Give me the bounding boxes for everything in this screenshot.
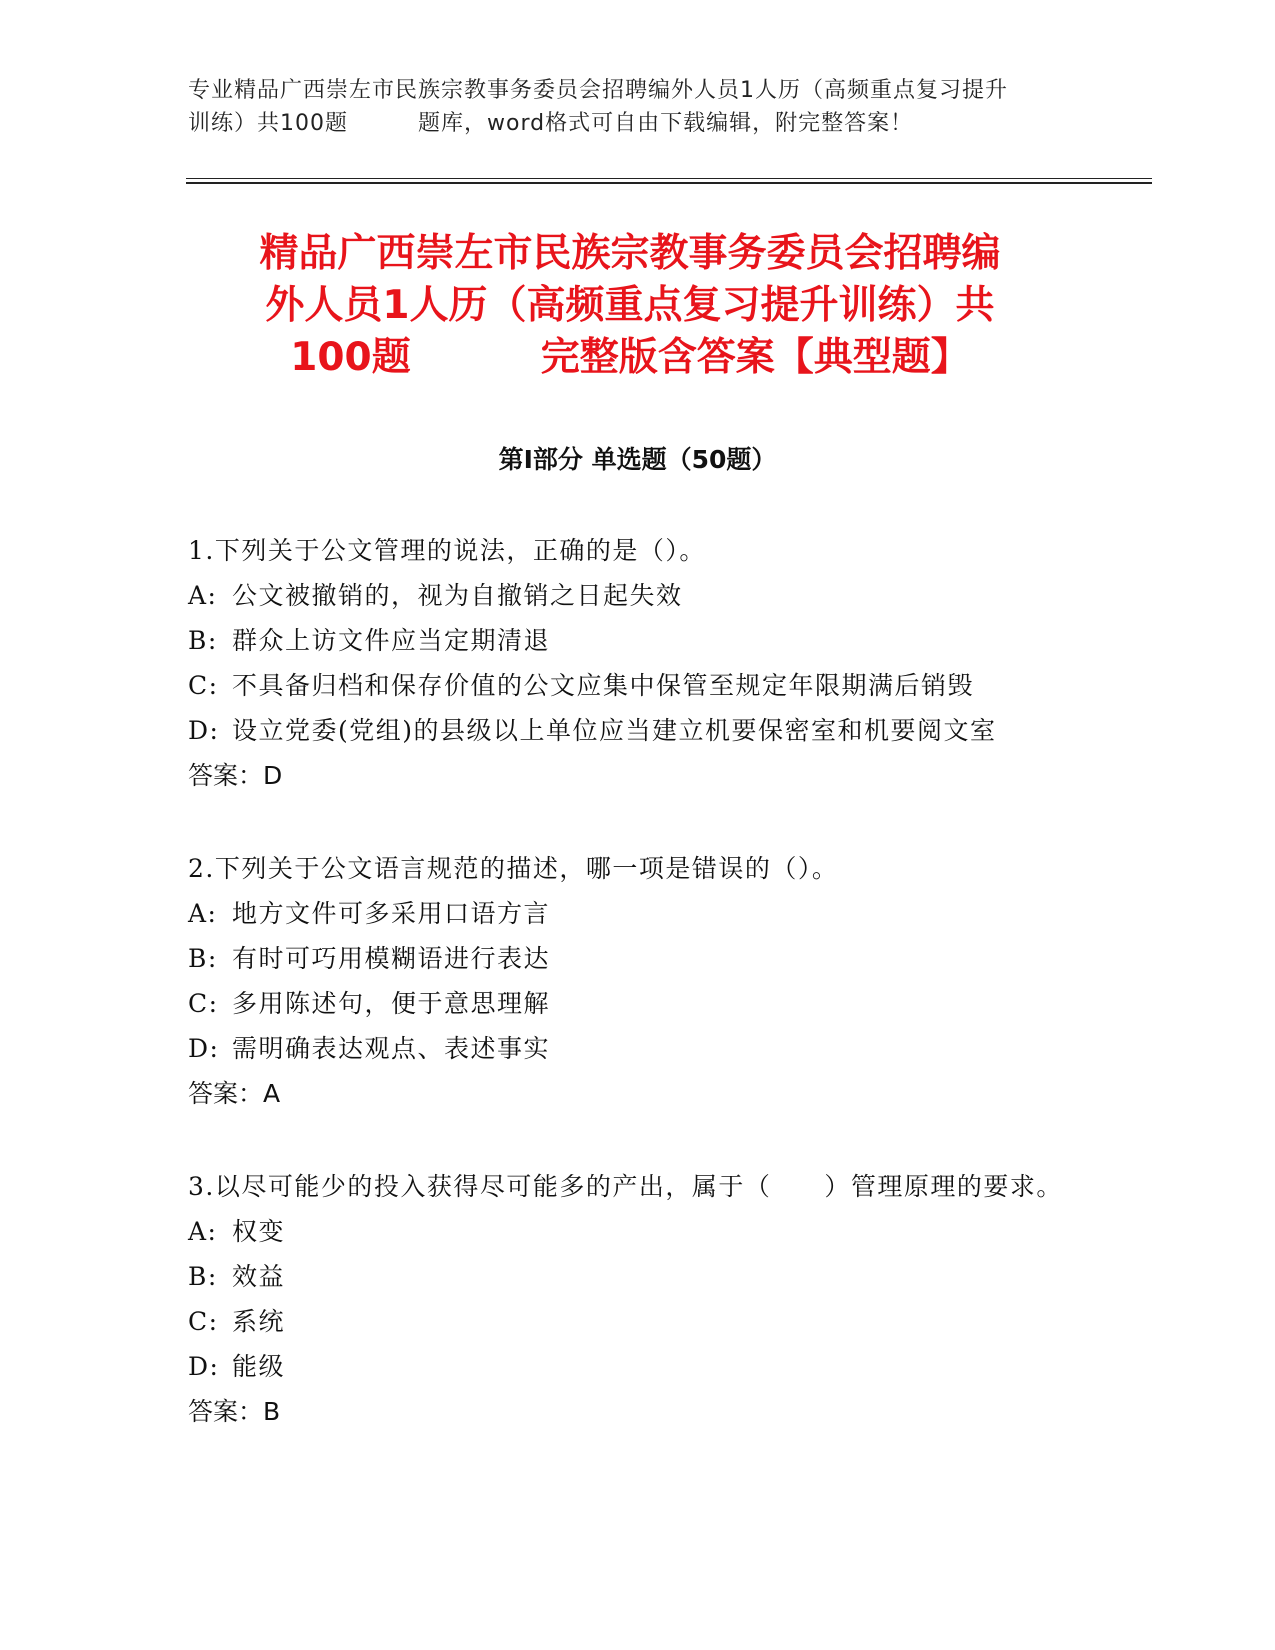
header-line-2-left: 训练）共100题: [188, 111, 348, 136]
option-text: 有时可巧用模糊语进行表达: [232, 944, 551, 973]
option-text: 效益: [232, 1262, 286, 1291]
option-a: [188, 891, 1088, 936]
header-divider-thick: [186, 182, 1152, 184]
option-text: 群众上访文件应当定期清退: [232, 626, 551, 655]
question-stem: 1.下列关于公文管理的说法，正确的是（）。: [188, 536, 706, 565]
section-heading: 第Ⅰ部分 单选题（50题）: [498, 445, 777, 474]
option-key: A:: [188, 899, 218, 928]
answer-line: 答案：B: [188, 1397, 281, 1426]
option-key: C:: [188, 989, 219, 1018]
question-list: [188, 528, 1088, 1482]
option-a: [188, 573, 1088, 618]
option-c: [188, 1299, 1088, 1344]
option-text: 地方文件可多采用口语方言: [232, 899, 551, 928]
title-line-2: 外人员1人历（高频重点复习提升训练）共: [265, 283, 995, 328]
question-stem: 3.以尽可能少的投入获得尽可能多的产出，属于（ ）管理原理的要求。: [188, 1172, 1063, 1201]
option-key: D:: [188, 716, 220, 745]
title-line-3-left: 100题: [290, 335, 411, 380]
question-2: [188, 846, 1088, 1116]
option-text: 系统: [232, 1307, 286, 1336]
option-text: 不具备归档和保存价值的公文应集中保管至规定年限期满后销毁: [232, 671, 975, 700]
option-key: A:: [188, 1217, 218, 1246]
page-header: [188, 74, 1088, 140]
option-d: [188, 1344, 1088, 1389]
option-a: [188, 1209, 1088, 1254]
title-line-3-right: 完整版含答案【典型题】: [540, 335, 970, 380]
question-stem: 2.下列关于公文语言规范的描述，哪一项是错误的（）。: [188, 854, 839, 883]
option-text: 设立党委(党组)的县级以上单位应当建立机要保密室和机要阅文室: [232, 716, 997, 745]
option-c: [188, 981, 1088, 1026]
title-line-3: [180, 332, 1080, 384]
option-key: C:: [188, 1307, 219, 1336]
answer-line: 答案：D: [188, 761, 283, 790]
header-line-1: 专业精品广西崇左市民族宗教事务委员会招聘编外人员1人历（高频重点复习提升: [188, 78, 1008, 103]
option-text: 需明确表达观点、表述事实: [232, 1034, 551, 1063]
option-b: [188, 618, 1088, 663]
option-c: [188, 663, 1088, 708]
question-3: [188, 1164, 1088, 1434]
option-key: B:: [188, 626, 218, 655]
answer-line: 答案：A: [188, 1079, 281, 1108]
option-key: D:: [188, 1034, 220, 1063]
option-text: 能级: [232, 1352, 286, 1381]
option-b: [188, 936, 1088, 981]
header-line-2-right: 题库，word格式可自由下载编辑，附完整答案！: [418, 111, 914, 136]
question-1: [188, 528, 1088, 798]
header-line-2: [188, 107, 1088, 140]
option-text: 公文被撤销的，视为自撤销之日起失效: [232, 581, 683, 610]
option-key: B:: [188, 1262, 218, 1291]
option-key: A:: [188, 581, 218, 610]
option-text: 多用陈述句，便于意思理解: [232, 989, 551, 1018]
document-title: [180, 228, 1080, 384]
option-key: B:: [188, 944, 218, 973]
title-line-1: 精品广西崇左市民族宗教事务委员会招聘编: [259, 231, 1001, 276]
option-d: [188, 708, 1088, 753]
option-b: [188, 1254, 1088, 1299]
option-key: D:: [188, 1352, 220, 1381]
header-divider-thin: [186, 178, 1152, 179]
option-key: C:: [188, 671, 219, 700]
option-text: 权变: [232, 1217, 286, 1246]
option-d: [188, 1026, 1088, 1071]
